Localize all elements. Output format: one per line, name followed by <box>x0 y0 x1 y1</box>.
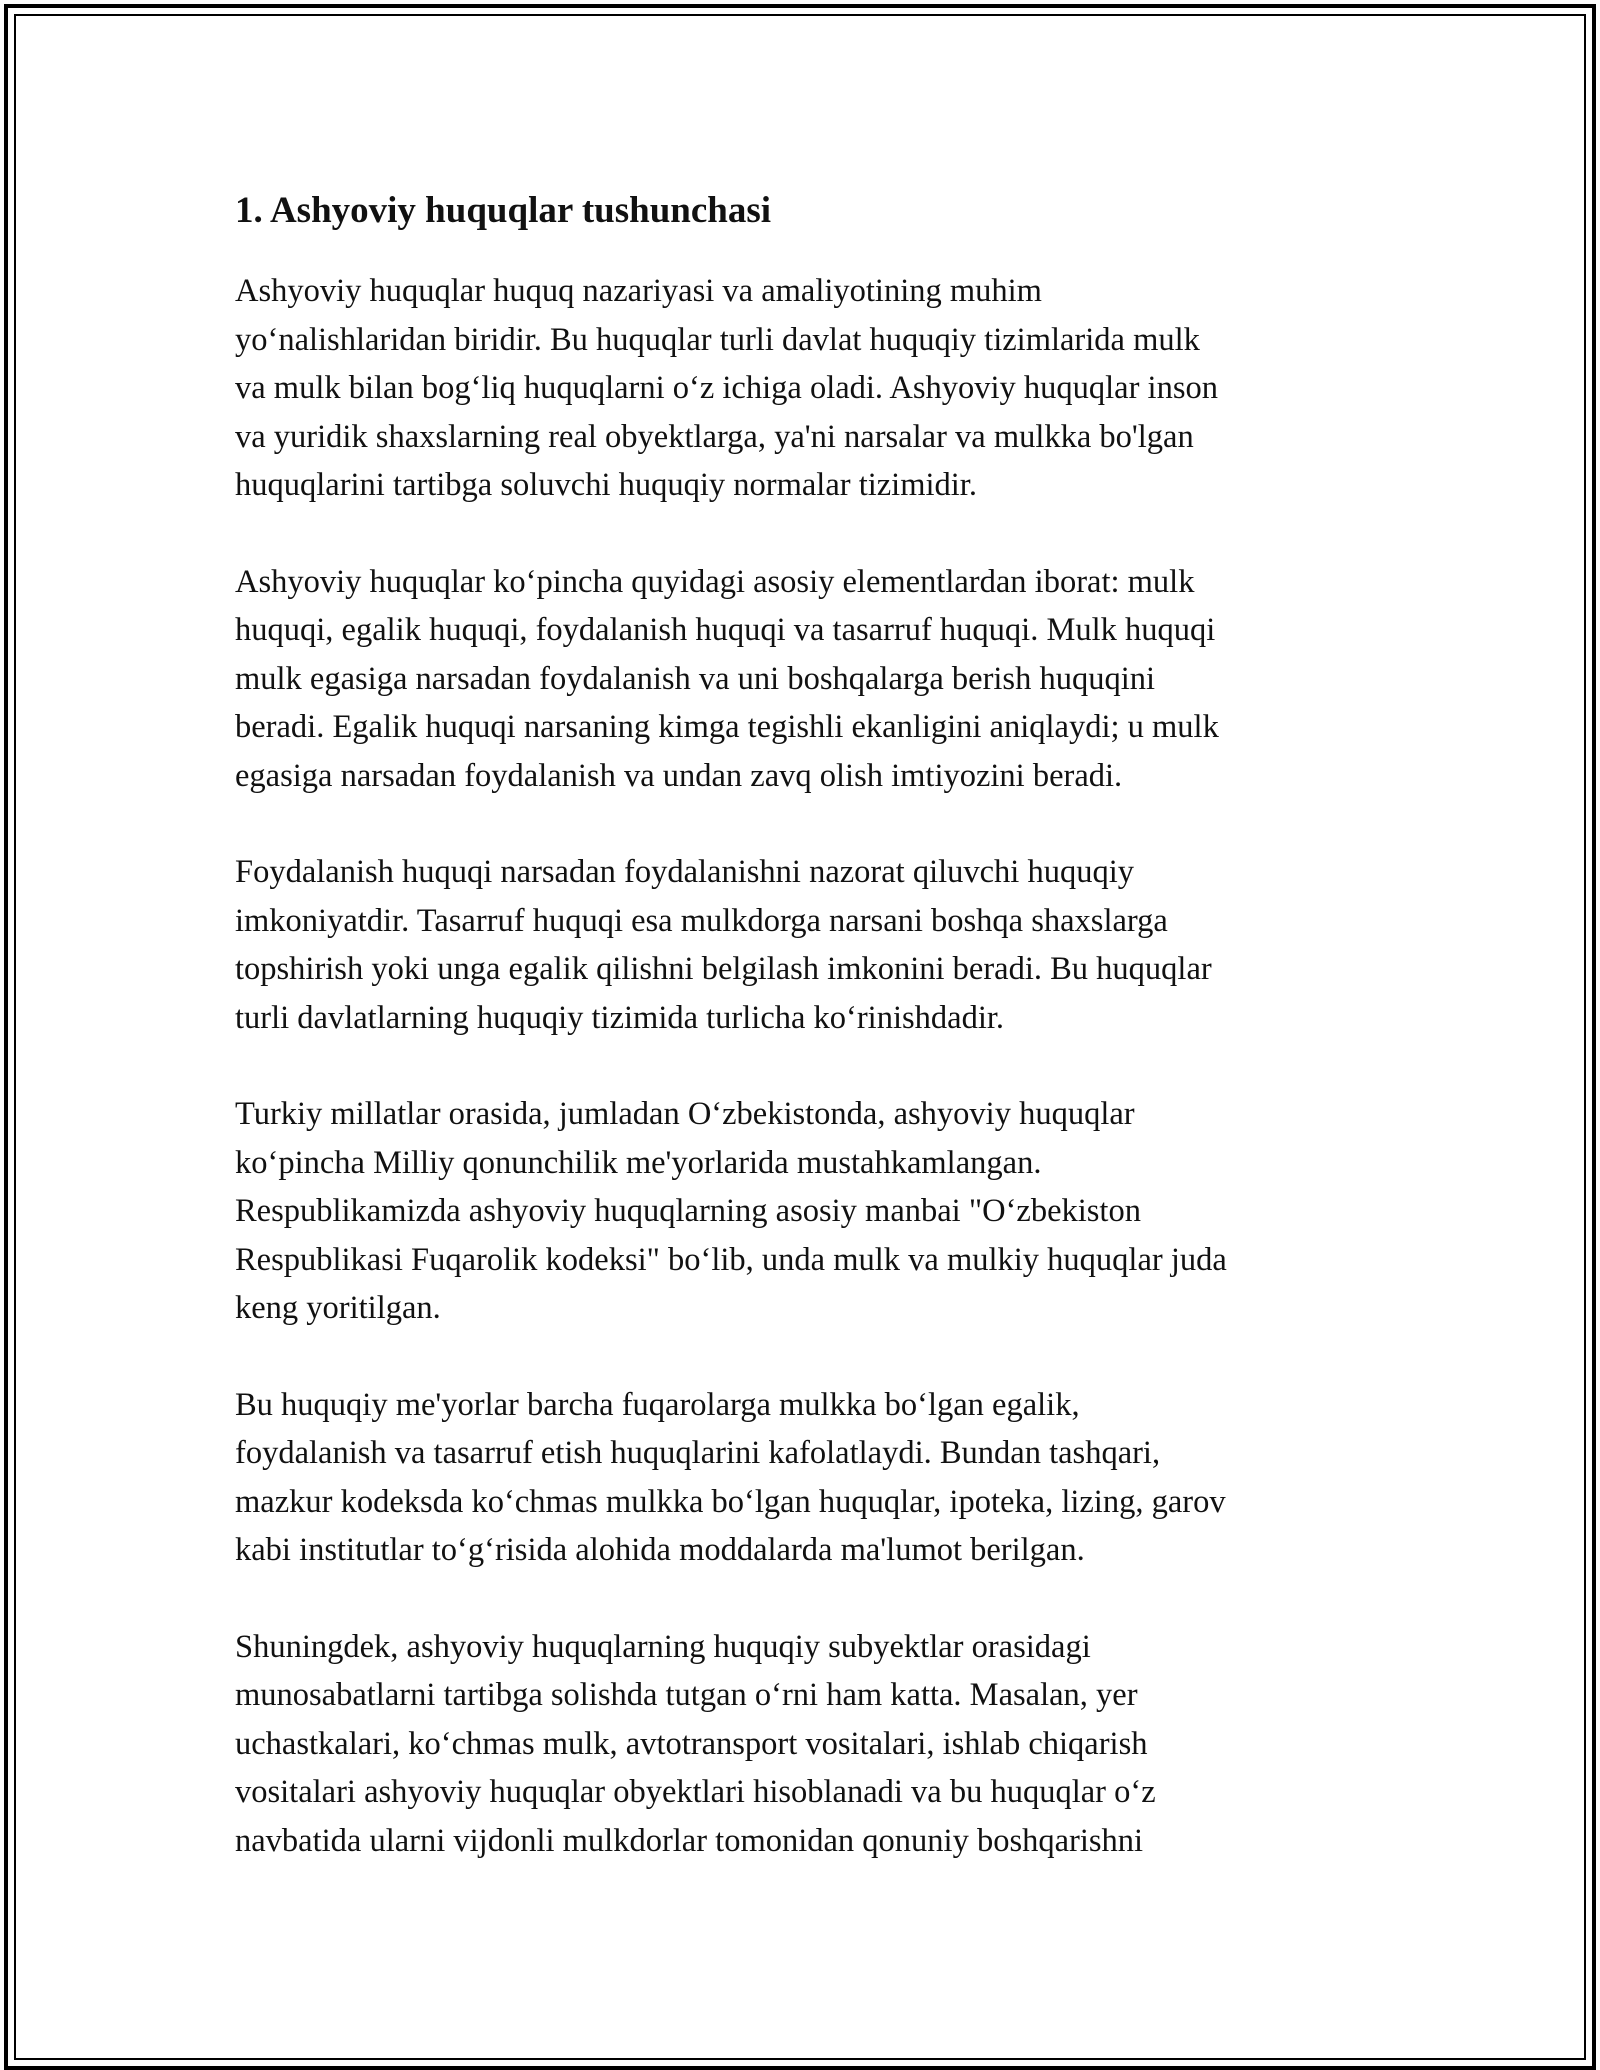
paragraph-3: Foydalanish huquqi narsadan foydalanishni nazorat qiluvchi huquqiy imkoniyatdir. Tasarruf huquqi esa mulkdorga narsani boshqa shaxslarga topshirish yoki unga egalik qilishni belgilash imkonini beradi. Bu huquqlar turli davlatlarning huquqiy tizimida turlicha ko‘rinishdadir. <box>235 854 1212 1036</box>
document-body <box>235 185 1370 1913</box>
section-heading: 1. Ashyoviy huquqlar tushunchasi <box>235 190 772 231</box>
paragraph-5: Bu huquqiy me'yorlar barcha fuqarolarga mulkka bo‘lgan egalik, foydalanish va tasarruf etish huquqlarini kafolatlaydi. Bundan tashqari, mazkur kodeksda ko‘chmas mulkka bo‘lgan huquqlar, ipoteka, lizing, garov kabi institutlar to‘g‘risida alohida moddalarda ma'lumot berilgan. <box>235 1386 1226 1568</box>
paragraph-2: Ashyoviy huquqlar ko‘pincha quyidagi asosiy elementlardan iborat: mulk huquqi, egalik huquqi, foydalanish huquqi va tasarruf huquqi. Mulk huquqi mulk egasiga narsadan foydalanish va uni boshqalarga berish huquqini beradi. Egalik huquqi narsaning kimga tegishli ekanligini aniqlaydi; u mulk egasiga narsadan foydalanish va undan zavq olish imtiyozini beradi. <box>235 563 1219 794</box>
paragraph-4: Turkiy millatlar orasida, jumladan O‘zbekistonda, ashyoviy huquqlar ko‘pincha Milliy qonunchilik me'yorlarida mustahkamlangan. Respublikamizda ashyoviy huquqlarning asosiy manbai "O‘zbekiston Respublikasi Fuqarolik kodeksi" bo‘lib, unda mulk va mulkiy huquqlar juda keng yoritilgan. <box>235 1096 1227 1326</box>
paragraph-6: Shuningdek, ashyoviy huquqlarning huquqiy subyektlar orasidagi munosabatlarni tartibga solishda tutgan o‘rni ham katta. Masalan, yer uchastkalari, ko‘chmas mulk, avtotransport vositalari, ishlab chiqarish vositalari ashyoviy huquqlar obyektlari hisoblanadi va bu huquqlar o‘z navbatida ularni vijdonli mulkdorlar tomonidan qonuniy boshqarishni <box>235 1628 1156 1859</box>
paragraph-1: Ashyoviy huquqlar huquq nazariyasi va amaliyotining muhim yo‘nalishlaridan biridir. Bu huquqlar turli davlat huquqiy tizimlarida mulk va mulk bilan bog‘liq huquqlarni o‘z ichiga oladi. Ashyoviy huquqlar inson va yuridik shaxslarning real obyektlarga, ya'ni narsalar va mulkka bo'lgan huquqlarini tartibga soluvchi huquqiy normalar tizimidir. <box>235 273 1218 503</box>
